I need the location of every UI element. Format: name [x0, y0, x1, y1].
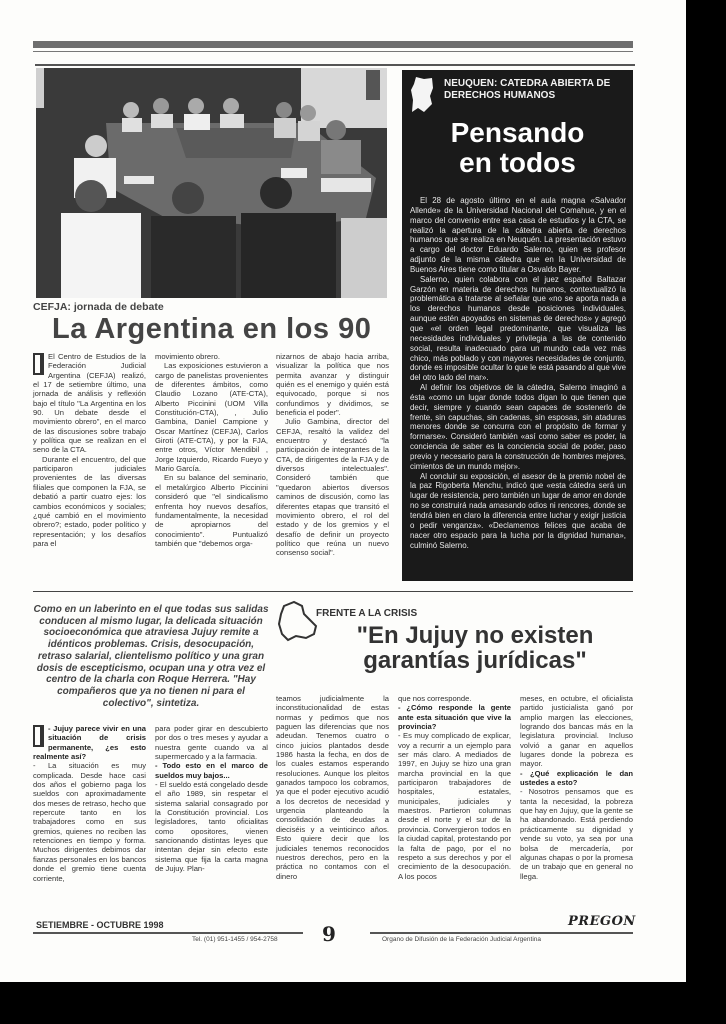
sidebar-body: [410, 196, 626, 550]
dropcap-box: [33, 725, 44, 747]
jujuy-lede: Como en un laberinto en el que todas sus salidas conducen al mismo lugar, la delicada situación socioeconómica que atraviesa Jujuy remite a idénticos problemas. Crisis, desocupación, retraso salarial, clientelismo político y una gran dosis de escepticismo, ocupan una y otra vez el centro de la charla con Roque Herrera. "Hay compañeros que ya no tienen ni para el colectivo", sintetiza.: [33, 604, 269, 709]
section-divider: [33, 591, 633, 592]
interview-answer: - El sueldo está congelado desde el año 1989, sin respetar el sistema salarial consagrado por la Constitución provincial. Los legisladores, tanto oficialitas como opositores, vienen sancionando distintas leyes que intentan dejar sin efecto este sistema que fija la carta magna de Jujuy. Plan-: [155, 780, 268, 874]
jujuy-kicker: FRENTE A LA CRISIS: [316, 608, 418, 619]
top-rule: [33, 41, 633, 48]
article3-column-3: [276, 694, 389, 881]
interview-answer: - Nosotros pensamos que es tanta la necesidad, la pobreza que hay en Jujuy, que la gente se ha abandonado. Está perdiendo prácticamente su dignidad y vende su voto, ya sea por una bolsa de mercadería, por algunas chapas o por la promesa de un trabajo que en general no llega.: [520, 787, 634, 881]
interview-question: - Jujuy parece vivir en una situación de crisis permanente, ¿es esto realmente así?: [33, 724, 146, 762]
issue-date: SETIEMBRE - OCTUBRE 1998: [36, 920, 164, 930]
sidebar-title-line-2: en todos: [459, 147, 576, 178]
article1-column-1: [33, 352, 146, 548]
top-rule-thin: [33, 51, 633, 52]
interview-answer: - La situación es muy complicada. Desde hace casi dos años el gobierno paga los sueldos con aproximadamente dos meses de retraso, hecho que repercute tanto en los trabajadores como en sus gremios, quienes no reciben las retenciones en tiempo y forma. Muchos dirigentes debimos dar fianzas personales en los bancos donde el gremio tiene cuenta corriente,: [33, 761, 146, 883]
interview-question: - ¿Qué explicación le dan ustedes a esto?: [520, 768, 633, 788]
article1-column-3: [276, 352, 389, 558]
sidebar-kicker: NEUQUEN: CATEDRA ABIERTA DE DERECHOS HUMANOS: [444, 78, 611, 101]
paragraph: Durante el encuentro, del que participaron judiciales provenientes de las diversas filiales que componen la FJA, se debatió a partir cuatro ejes: los cambios económicos y sociales; ¿qué cambió en el movimiento obrero?; estado, poder político y representación; y los desafíos para el: [33, 454, 146, 548]
interview-answer: que nos corresponde.: [398, 694, 472, 703]
article1-column-2: [155, 352, 268, 548]
paragraph: Julio Gambina, director del CEFJA, resaltó la validez del encuentro y destacó "la participación de integrantes de la CTA, de dirigentes de la FJA y de diversos intelectuales". Consideró también que "quedaron abiertos diversos caminos de discusión, como las diferentes etapas que transitó el movimiento obrero, el rol del estado y de los gremios y el desafío de definir un proyecto político que reúna un nuevo consenso social".: [276, 417, 389, 558]
article3-column-2: [155, 724, 268, 874]
neuquen-sidebar: [402, 70, 633, 581]
page-number: 9: [322, 922, 336, 946]
footer-rule-left: [33, 932, 303, 934]
paragraph: nizarnos de abajo hacia arriba, visualizar la política que nos permita avanzar y distinguir quién es el enemigo y quién está equivocado, porque si nos confundimos y dividimos, se beneficia el poder".: [276, 352, 389, 418]
sidebar-title-line-1: Pensando: [450, 117, 585, 148]
paragraph: El Centro de Estudios de la Federación Judicial Argentina (CEFJA) realizó, el 17 de setiembre último, una jornada de análisis y reflexión bajo el título "La Argentina en los 90. Un debate desde el movimiento obrero", en el marco de las discusiones sobre trabajo y política que se realizan en el seno de la CTA.: [33, 352, 146, 455]
paragraph: Al definir los objetivos de la cátedra, Salerno imaginó a ésta «como un lugar donde todos digan lo que tienen que decir, siempre y cuando sean capaces de sostenerlo de frente, sin capuchas, sin cadenas, sin esposas, sin ataduras menores donde se concurra con el propósito de formar y formarse». Consideró también «así como saber es poder, la conciencia de saber es la conciencia social de poder, paso previo y necesario para la construcción de hombres mejores, cimientos de un mundo mejor».: [410, 383, 626, 471]
interview-answer: para poder girar en descubierto por dos o tres meses y ayudar a nuestra gente cuando va al supermercado y a la farmacia.: [155, 724, 268, 762]
dropcap-box: [33, 353, 44, 375]
paragraph: Las exposiciones estuvieron a cargo de panelistas provenientes de diferentes ámbitos, como Claudio Lozano (ATE-CTA), Alberto Piccinini (UOM Villa Constitución-CTA), , Julio Gambina, Daniel Campione y Oscar Martínez (CEFJA), Carlos Giroti (ATE-CTA), y por la FJA, entre otros, Víctor Mendibil , Jorge Izquierdo, Ricardo Fueyo y Mario García.: [155, 361, 268, 474]
article3-column-4: [398, 694, 511, 881]
paragraph: Al concluir su exposición, el asesor de la premio nobel de la paz Rigoberta Menchu, indicó que «esta cátedra será un lugar de resistencia, pero también un lugar de amor en donde no se construirá nada amasando odios ni rencores, donde se tendrá bien en claro la diferencia entre luchar y exigir justicia o pedir venganza». «Declamemos felices que acaba de nacer otro espacio para la lucha por la dignidad humana», culminó Salerno.: [410, 471, 626, 550]
article3-column-5: [520, 694, 633, 881]
headline-jujuy: "En Jujuy no existen garantías jurídicas": [356, 622, 594, 674]
meeting-photo: [36, 68, 387, 298]
footer-organ: Organo de Difusión de la Federación Judicial Argentina: [382, 936, 541, 943]
footer-rule-right: [370, 932, 633, 934]
paragraph: Salerno, quien colabora con el juez español Baltazar Garzón en materia de derechos humanos, contextualizó la problemática a tratarse al señalar que «no se aporta nada a los derechos humanos desde posiciones individuales, aunque estén apoyados en sistemas de derechos» y agregó que «el orden legal predominante, que visualiza las necesidades individuales y privilegia a las de contenido social, resulta inadecuado para un mundo cada vez más chico, más poblado y con mayores necesidades de conjunto, donde es imposible ocultar lo que le está pasando al que vive del otro lado del mar».: [410, 274, 626, 383]
section-rule: [35, 64, 635, 66]
footer-phone: Tel. (01) 951-1455 / 954-2758: [192, 936, 278, 943]
sidebar-title: [402, 118, 633, 178]
interview-question: - Todo esto en el marco de sueldos muy bajos...: [155, 761, 268, 780]
interview-question: - ¿Cómo responde la gente ante esta situación que vive la provincia?: [398, 703, 511, 732]
neuquen-map-icon: [410, 76, 434, 114]
headline-argentina-90: La Argentina en los 90: [52, 313, 372, 345]
interview-answer: teamos judicialmente la inconstitucionalidad de estas normas y pedimos que nos paguen las diferencias que nos adeudan. Tenemos cuatro o cinco juicios plantados desde 1986 hasta la fecha, en dos de los cuales estamos esperando resoluciones. Aunque los pleitos ganados tampoco los cobramos, ya que el poder ejecutivo acudió a los decretos de necesidad y urgencia planteando la consolidación de deudas a dieciséis y a veinticinco años. Esto quiere decir que los judiciales tenemos reconocidos nuestros derechos, pero en la práctica no contamos con el dinero: [276, 694, 389, 881]
interview-answer: meses, en octubre, el oficialista partido justicialista ganó por amplio margen las elecciones, logrando dos bancas más en la legislatura provincial. Incluso volvió a ganar en aquellos lugares donde la pobreza es mayor.: [520, 694, 633, 769]
paragraph: En su balance del seminario, el metalúrgico Alberto Piccinini consideró que "el sindicalismo enfrenta hoy nuevos desafíos, fundamentalmente, la necesidad de apropiarnos del conocimiento". Puntualizó también que "debemos orga-: [155, 473, 268, 548]
paragraph: movimiento obrero.: [155, 352, 220, 361]
interview-answer: - Es muy complicado de explicar, voy a recurrir a un ejemplo para ser más claro. A mediados de 1997, en Jujuy se hizo una gran marcha provincial en la que participaron trabajadores de hospitales, estatales, municipales, judiciales y maestros. Partieron columnas desde el norte y el sur de la provincia. Convergieron todos en la ciudad capital, protestando por la falta de pago, por el no respeto a sus derechos y por el crecimiento de la desocupación. A los pocos: [398, 731, 511, 881]
paragraph: El 28 de agosto último en el aula magna «Salvador Allende» de la Universidad Nacional del Comahue, y en el marco del convenio entre esa casa de estudios y la CTA, se realizó la apertura de la cátedra abierta de derechos humanos que se realiza en Neuquén. La presentación estuvo a cargo del doctor Eduardo Salerno, quien es profesor adjunto de la misma cátedra que en la Universidad de Buenos Aires tiene como titular a Osvaldo Bayer.: [410, 196, 626, 274]
pregon-logo: PREGON: [568, 914, 636, 929]
jujuy-map-icon: [276, 600, 320, 642]
article3-column-1: [33, 724, 146, 883]
photo-caption: CEFJA: jornada de debate: [33, 301, 164, 313]
